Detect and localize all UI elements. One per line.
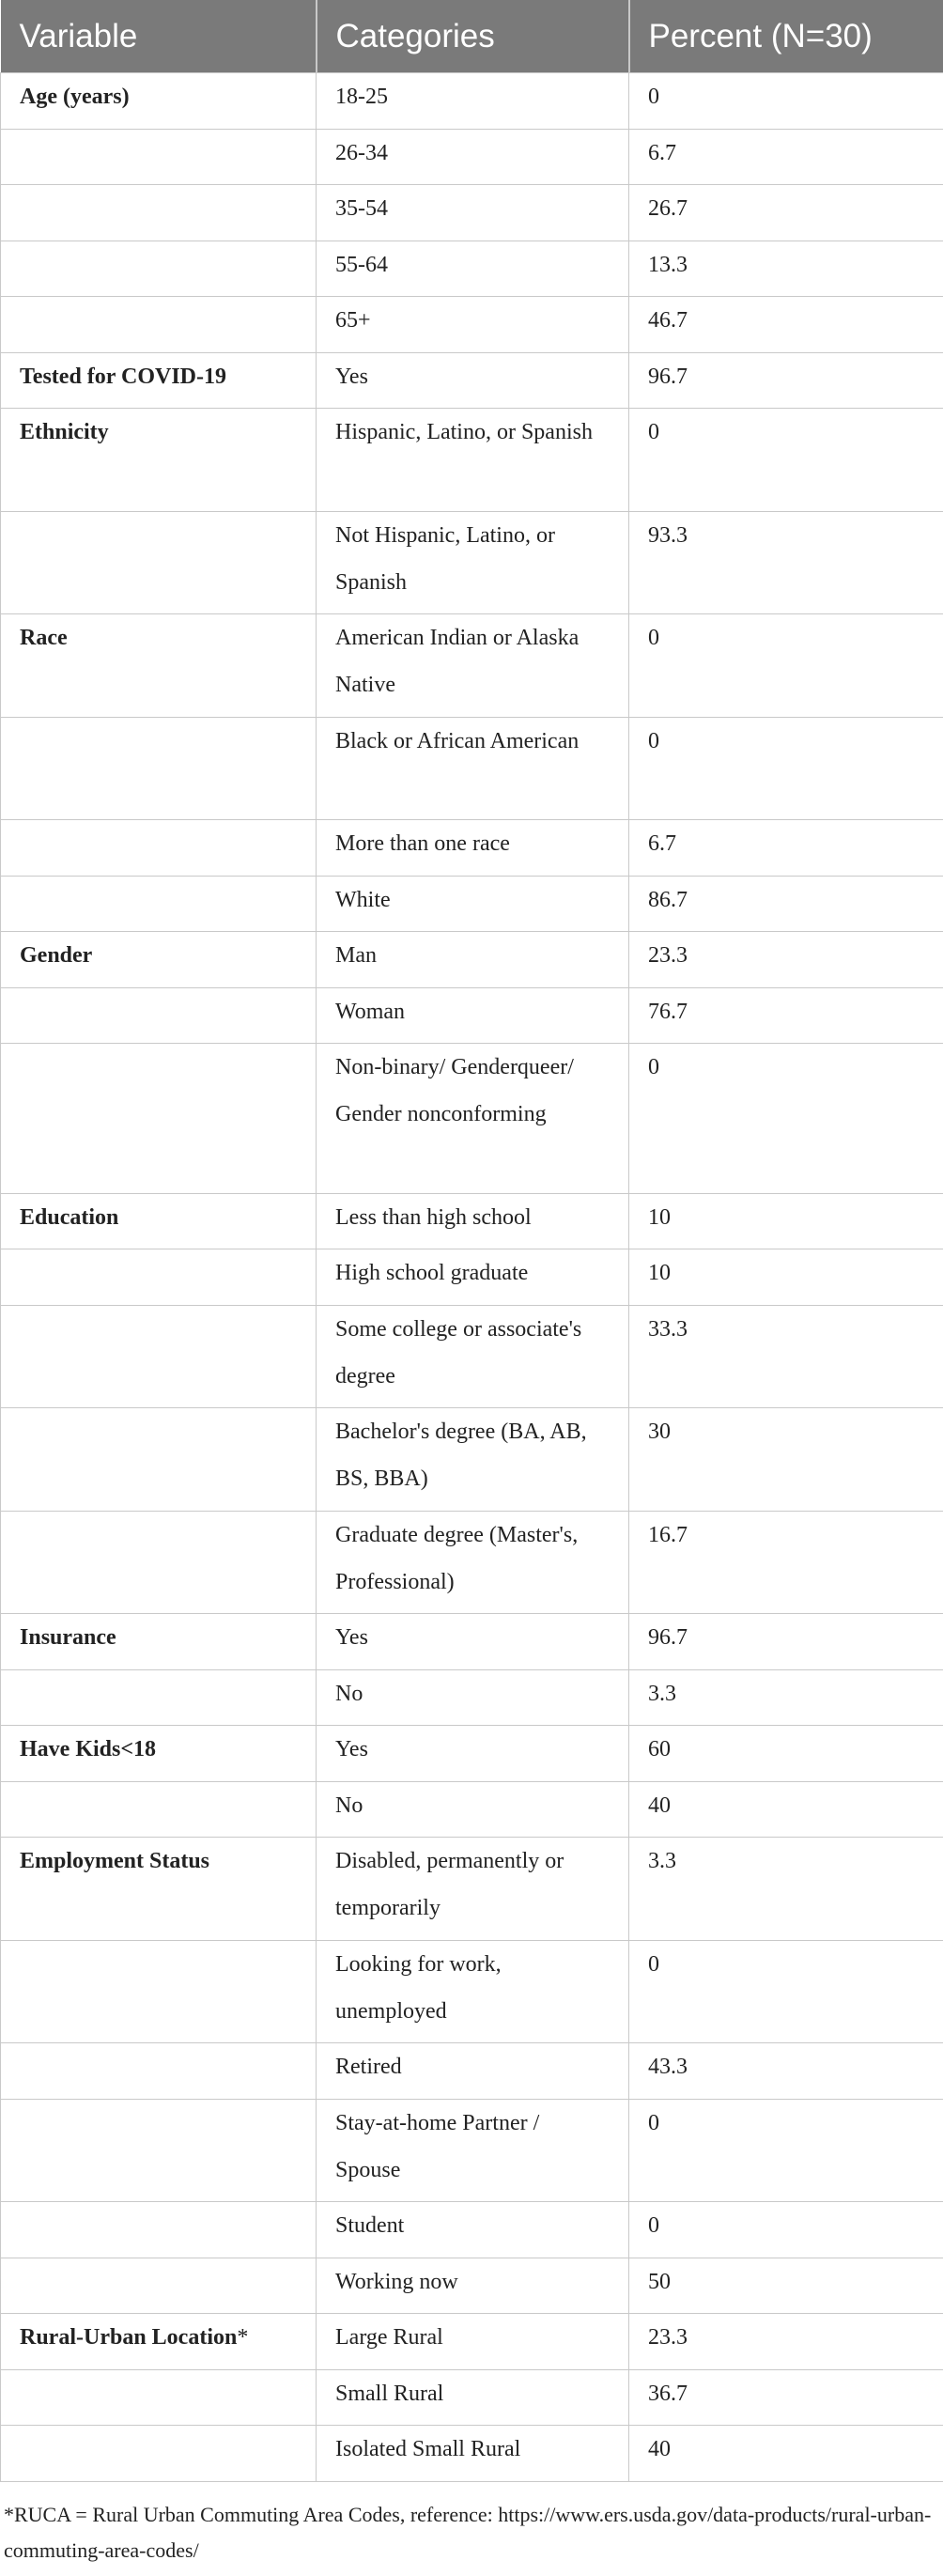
cell-category: Hispanic, Latino, or Spanish <box>317 409 629 512</box>
cell-percent: 26.7 <box>629 185 943 241</box>
cell-category: Less than high school <box>317 1193 629 1249</box>
cell-category: Working now <box>317 2258 629 2314</box>
cell-variable <box>1 1940 317 2043</box>
table-row <box>1 1940 943 2043</box>
table-row <box>1 2099 943 2202</box>
table-footnote: *RUCA = Rural Urban Commuting Area Codes, reference: https://www.ers.usda.gov/data-products/rural-urban-commuting-area-codes/ <box>4 2502 932 2562</box>
cell-category: Yes <box>317 1614 629 1670</box>
table-row <box>1 1408 943 1512</box>
table-row <box>1 1193 943 1249</box>
cell-percent: 0 <box>629 717 943 820</box>
cell-percent: 30 <box>629 1408 943 1512</box>
cell-category: Yes <box>317 352 629 409</box>
table-row <box>1 73 943 130</box>
cell-category: Non-binary/ Genderqueer/ Gender nonconforming <box>317 1044 629 1194</box>
table-row <box>1 409 943 512</box>
cell-variable <box>1 297 317 353</box>
cell-category: 55-64 <box>317 241 629 297</box>
cell-percent: 0 <box>629 614 943 718</box>
cell-percent: 0 <box>629 1044 943 1194</box>
cell-variable <box>1 511 317 614</box>
cell-variable <box>1 185 317 241</box>
cell-variable: Have Kids<18 <box>1 1726 317 1782</box>
cell-percent: 10 <box>629 1193 943 1249</box>
cell-variable: Race <box>1 614 317 718</box>
cell-category: Student <box>317 2202 629 2258</box>
table-row <box>1 1511 943 1614</box>
cell-category: High school graduate <box>317 1249 629 1306</box>
cell-percent: 3.3 <box>629 1669 943 1726</box>
cell-variable <box>1 987 317 1044</box>
cell-category: Some college or associate's degree <box>317 1305 629 1408</box>
footnote-marker: * <box>237 2325 249 2350</box>
table-row <box>1 297 943 353</box>
cell-percent: 50 <box>629 2258 943 2314</box>
table-row <box>1 820 943 877</box>
cell-percent: 0 <box>629 73 943 130</box>
cell-category: Man <box>317 932 629 988</box>
cell-percent: 13.3 <box>629 241 943 297</box>
cell-variable <box>1 2426 317 2482</box>
table-row <box>1 511 943 614</box>
table-row <box>1 2314 943 2370</box>
table-row <box>1 876 943 932</box>
cell-percent: 23.3 <box>629 932 943 988</box>
table-row <box>1 185 943 241</box>
cell-percent: 36.7 <box>629 2369 943 2426</box>
cell-variable: Gender <box>1 932 317 988</box>
cell-category: 26-34 <box>317 129 629 185</box>
table-row <box>1 241 943 297</box>
header-categories: Categories <box>317 0 629 73</box>
cell-percent: 10 <box>629 1249 943 1306</box>
table-row <box>1 987 943 1044</box>
cell-percent: 46.7 <box>629 297 943 353</box>
cell-variable <box>1 2099 317 2202</box>
table-row <box>1 1044 943 1194</box>
cell-percent: 16.7 <box>629 1511 943 1614</box>
cell-category: White <box>317 876 629 932</box>
cell-variable <box>1 129 317 185</box>
cell-category: Small Rural <box>317 2369 629 2426</box>
cell-percent: 96.7 <box>629 1614 943 1670</box>
table-row <box>1 1726 943 1782</box>
cell-percent: 6.7 <box>629 820 943 877</box>
cell-variable <box>1 2202 317 2258</box>
table-row <box>1 2043 943 2100</box>
variable-label: Rural-Urban Location <box>20 2325 238 2350</box>
table-row <box>1 932 943 988</box>
cell-percent: 86.7 <box>629 876 943 932</box>
cell-category: Graduate degree (Master's, Professional) <box>317 1511 629 1614</box>
cell-variable <box>1 1669 317 1726</box>
cell-percent: 23.3 <box>629 2314 943 2370</box>
cell-variable: Tested for COVID-19 <box>1 352 317 409</box>
table-row <box>1 1305 943 1408</box>
cell-percent: 0 <box>629 409 943 512</box>
cell-category: Woman <box>317 987 629 1044</box>
header-percent: Percent (N=30) <box>629 0 943 73</box>
table-row <box>1 2426 943 2482</box>
cell-variable: Ethnicity <box>1 409 317 512</box>
cell-percent: 33.3 <box>629 1305 943 1408</box>
cell-variable: Employment Status <box>1 1838 317 1941</box>
cell-percent: 6.7 <box>629 129 943 185</box>
cell-category: No <box>317 1781 629 1838</box>
cell-percent: 0 <box>629 2202 943 2258</box>
cell-category: Looking for work, unemployed <box>317 1940 629 2043</box>
cell-category: Disabled, permanently or temporarily <box>317 1838 629 1941</box>
cell-variable <box>1 241 317 297</box>
cell-percent: 0 <box>629 2099 943 2202</box>
cell-variable <box>1 1511 317 1614</box>
table-row <box>1 129 943 185</box>
cell-category: Yes <box>317 1726 629 1782</box>
cell-percent: 0 <box>629 1940 943 2043</box>
table-row <box>1 1838 943 1941</box>
cell-percent: 60 <box>629 1726 943 1782</box>
cell-variable <box>1 1408 317 1512</box>
cell-percent: 3.3 <box>629 1838 943 1941</box>
table-header-row <box>1 0 943 73</box>
cell-percent: 76.7 <box>629 987 943 1044</box>
table-row <box>1 614 943 718</box>
table-row <box>1 1781 943 1838</box>
cell-category: 18-25 <box>317 73 629 130</box>
cell-variable <box>1 2314 317 2370</box>
cell-category: American Indian or Alaska Native <box>317 614 629 718</box>
cell-category: No <box>317 1669 629 1726</box>
cell-variable <box>1 820 317 877</box>
cell-category: Stay-at-home Partner / Spouse <box>317 2099 629 2202</box>
table-row <box>1 1614 943 1670</box>
table-row <box>1 352 943 409</box>
cell-variable <box>1 2369 317 2426</box>
cell-category: More than one race <box>317 820 629 877</box>
cell-category: Bachelor's degree (BA, AB, BS, BBA) <box>317 1408 629 1512</box>
cell-percent: 93.3 <box>629 511 943 614</box>
cell-variable <box>1 876 317 932</box>
table-row <box>1 1249 943 1306</box>
table-row <box>1 1669 943 1726</box>
cell-category: Not Hispanic, Latino, or Spanish <box>317 511 629 614</box>
table-row <box>1 2202 943 2258</box>
cell-variable <box>1 2258 317 2314</box>
table-row <box>1 2258 943 2314</box>
cell-variable <box>1 1249 317 1306</box>
cell-category: Isolated Small Rural <box>317 2426 629 2482</box>
table-row <box>1 2369 943 2426</box>
cell-category: Large Rural <box>317 2314 629 2370</box>
cell-category: Retired <box>317 2043 629 2100</box>
cell-variable <box>1 2043 317 2100</box>
cell-category: 65+ <box>317 297 629 353</box>
cell-category: Black or African American <box>317 717 629 820</box>
cell-percent: 43.3 <box>629 2043 943 2100</box>
cell-variable <box>1 1305 317 1408</box>
cell-percent: 96.7 <box>629 352 943 409</box>
table-row <box>1 717 943 820</box>
header-variable: Variable <box>1 0 317 73</box>
cell-variable: Age (years) <box>1 73 317 130</box>
cell-category: 35-54 <box>317 185 629 241</box>
cell-variable <box>1 717 317 820</box>
cell-percent: 40 <box>629 1781 943 1838</box>
cell-variable <box>1 1781 317 1838</box>
cell-variable: Insurance <box>1 1614 317 1670</box>
cell-percent: 40 <box>629 2426 943 2482</box>
cell-variable <box>1 1044 317 1194</box>
cell-variable: Education <box>1 1193 317 1249</box>
